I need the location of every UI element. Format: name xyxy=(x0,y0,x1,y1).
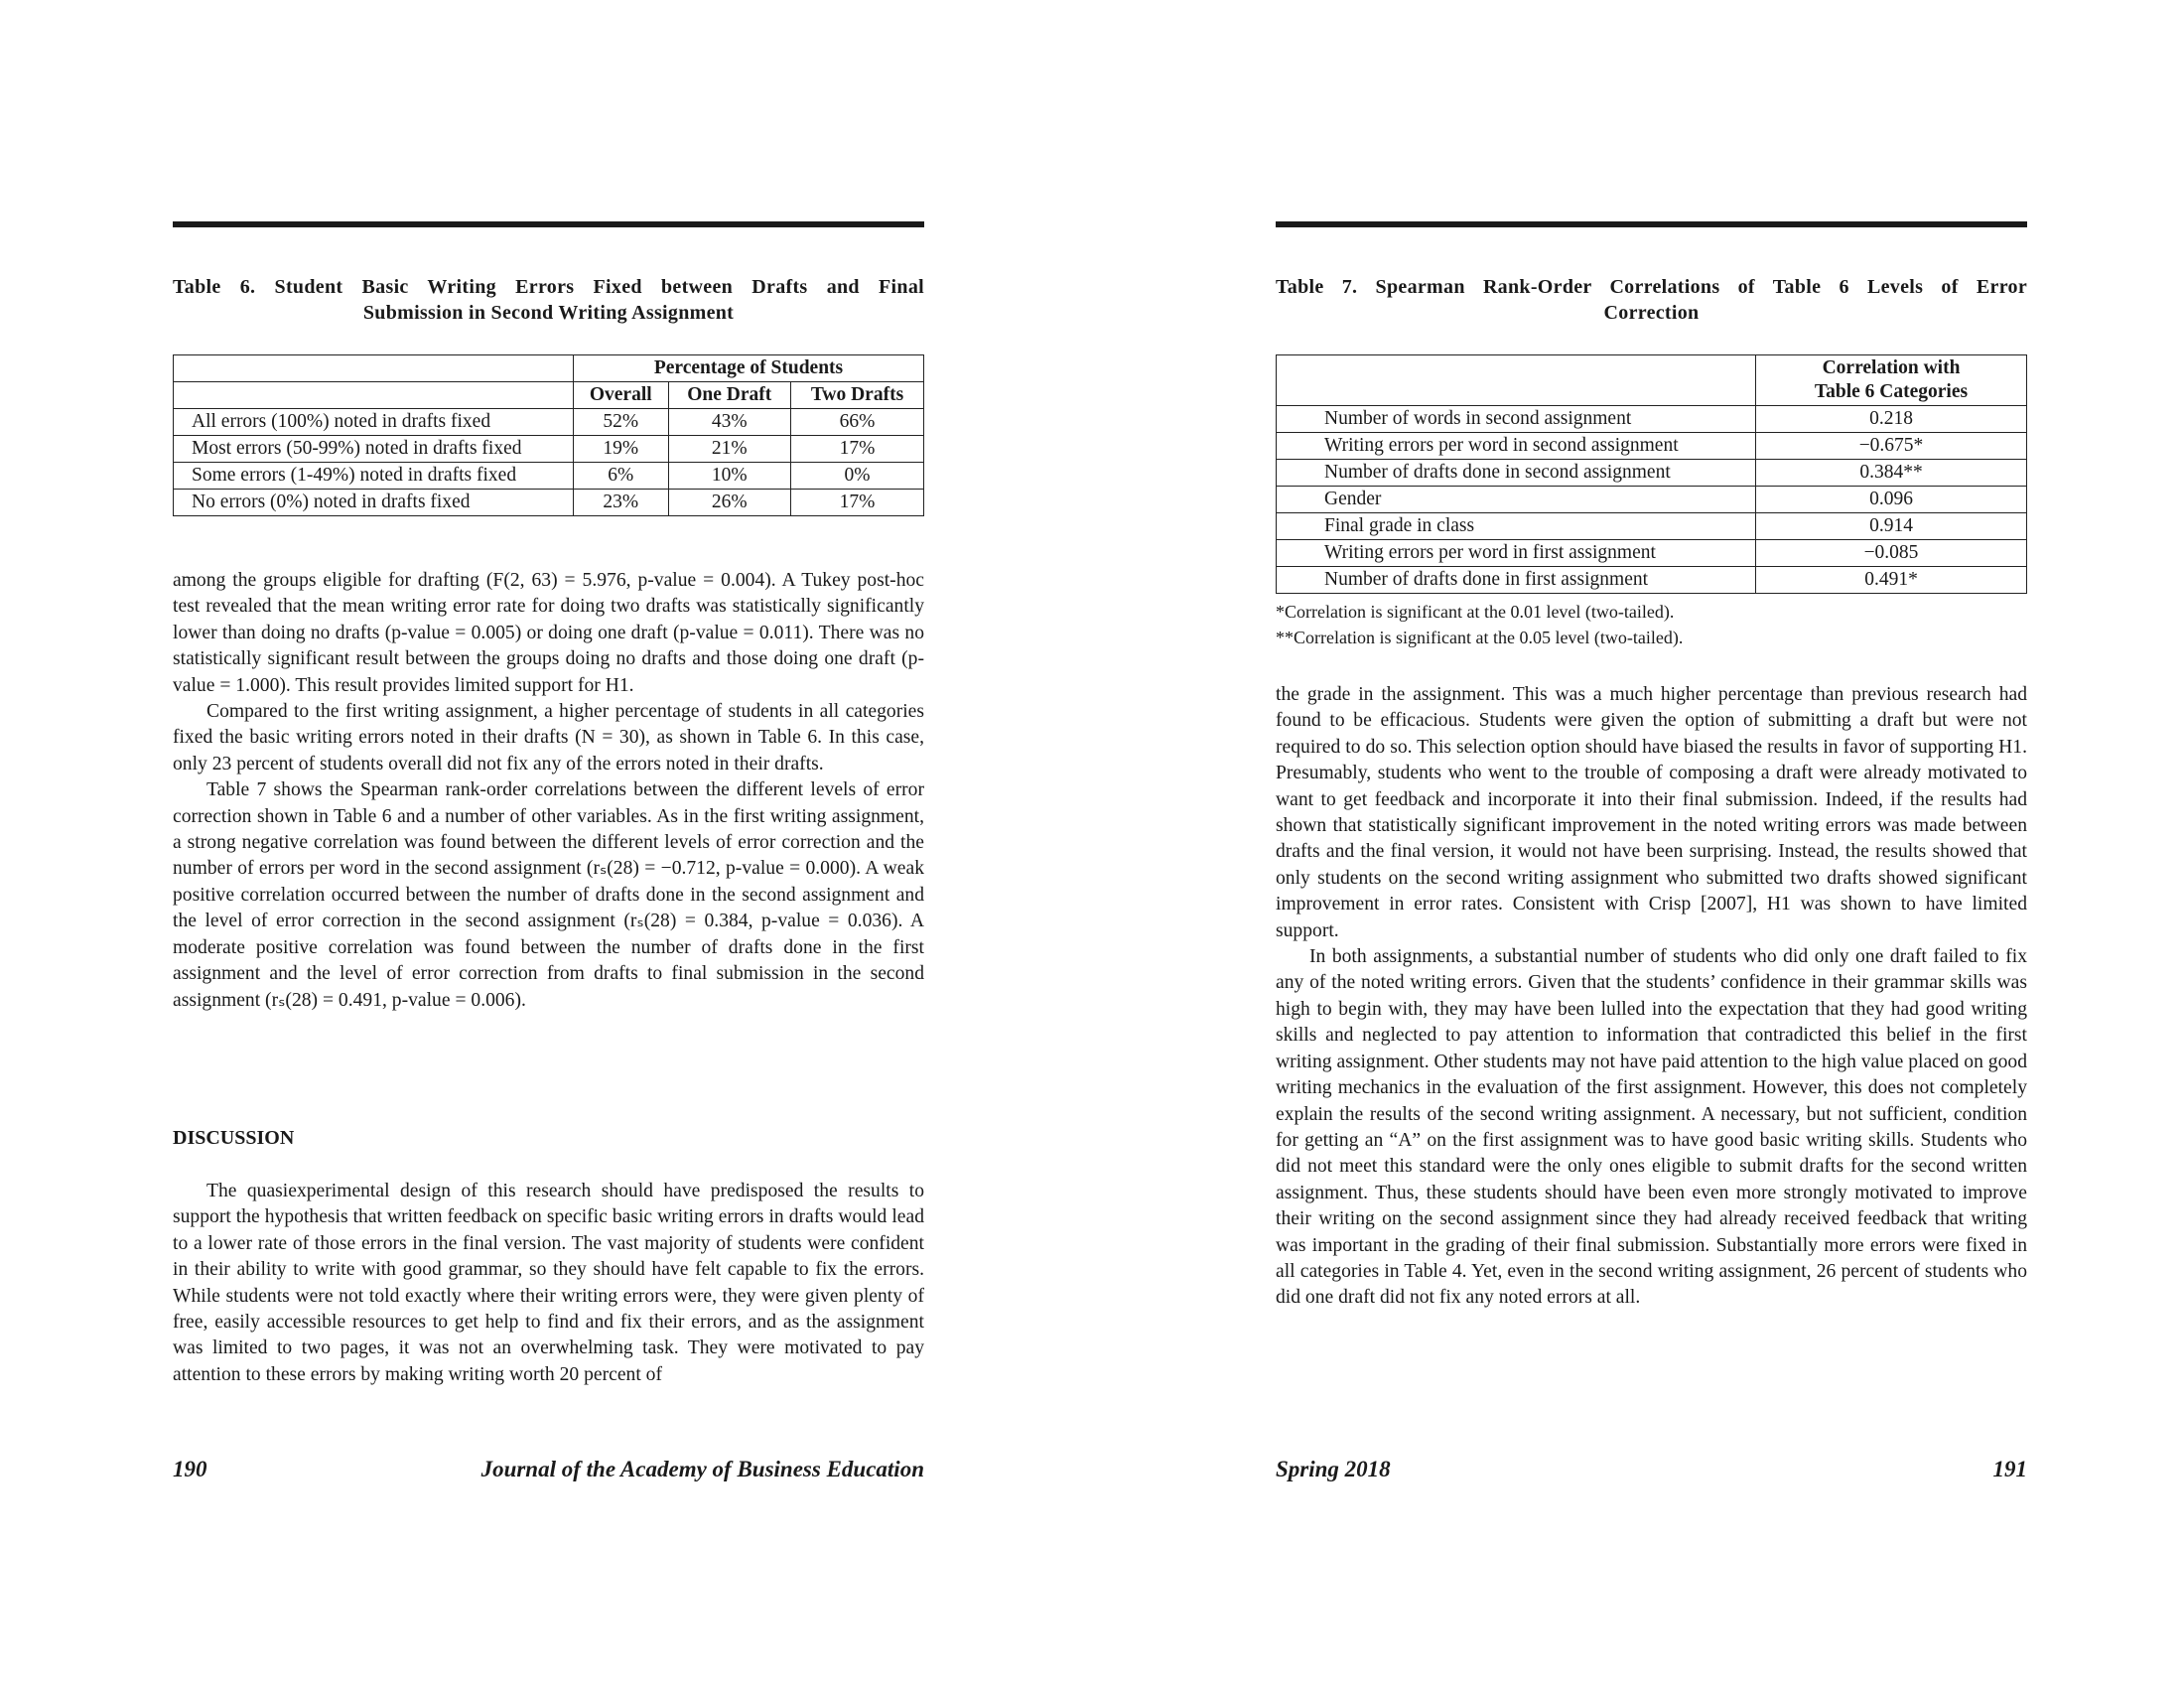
table-row: Gender 0.096 xyxy=(1277,487,2027,513)
page-number: 191 xyxy=(1992,1457,2027,1481)
table-row: All errors (100%) noted in drafts fixed 52% 43% 66% xyxy=(174,409,924,436)
paragraph: Compared to the first writing assignment, a higher percentage of students in all categories fixed the basic writing errors noted in their drafts (N = 30), as shown in Table 6. In this case, only 23 percent of students overall did not fix any of the errors noted in their drafts. xyxy=(173,701,924,774)
running-footer: Journal of the Academy of Business Education xyxy=(480,1457,924,1481)
page-number: 190 xyxy=(173,1457,207,1481)
group-header: Percentage of Students xyxy=(574,355,924,382)
table-row: Number of drafts done in first assignment 0.491* xyxy=(1277,567,2027,594)
table-footnote: *Correlation is significant at the 0.01 level (two-tailed). xyxy=(1276,602,1675,622)
paragraph: among the groups eligible for drafting (F(2, 63) = 5.976, p-value = 0.004). A Tukey post-hoc test revealed that the mean writing error rate for doing two drafts was statistically significantly lower than doing no drafts (p-value = 0.005) or doing one draft (p-value = 0.011). There was no statistically significant result between the groups doing no drafts and those doing one draft (p-value = 1.000). This result provides limited support for H1. xyxy=(173,570,924,696)
column-header: Overall xyxy=(574,382,669,409)
left-body-text xyxy=(173,568,924,1014)
header-rule xyxy=(1276,221,2027,227)
right-body-text xyxy=(1276,682,2027,1312)
table7 xyxy=(1276,354,2027,594)
table-row: Final grade in class 0.914 xyxy=(1277,513,2027,540)
discussion-text xyxy=(173,1179,924,1388)
empty-cell xyxy=(174,355,574,382)
table-row: Writing errors per word in first assignment −0.085 xyxy=(1277,540,2027,567)
table7-title: Table 7. Spearman Rank-Order Correlations of Table 6 Levels of Error Correction xyxy=(1276,276,2027,324)
header-rule xyxy=(173,221,924,227)
paragraph: Table 7 shows the Spearman rank-order correlations between the different levels of error correction shown in Table 6 and a number of other variables. As in the first writing assignment, a strong negative correlation was found between the different levels of error correction and the number of errors per word in the second assignment (rₛ(28) = −0.712, p-value = 0.000). A weak positive correlation occurred between the number of drafts done in the second assignment and the level of error correction in the second assignment (rₛ(28) = 0.384, p-value = 0.036). A moderate positive correlation was found between the number of drafts done in the first assignment and the level of error correction from drafts to final submission in the second assignment (rₛ(28) = 0.491, p-value = 0.006). xyxy=(173,779,924,1011)
paragraph: In both assignments, a substantial number of students who did only one draft failed to fix any of the noted writing errors. Given that the students’ confidence in their grammar skills was high to begin with, they may have been lulled into the expectation that they had good writing skills and neglected to pay attention to information that contradicted this belief in the first writing assignment. Other students may not have paid attention to the high value placed on good writing mechanics in the evaluation of the first assignment. However, this does not completely explain the results of the second writing assignment. A necessary, but not sufficient, condition for getting an “A” on the first assignment was to have good basic writing skills. Students who did not meet this standard were the only ones eligible to submit drafts for the second written assignment. Thus, these students should have been even more strongly motivated to improve their writing on the second assignment since they had already received feedback that writing was important in the grading of their final submission. Substantially more errors were fixed in all categories in Table 4. Yet, even in the second writing assignment, 26 percent of students who did one draft did not fix any noted errors at all. xyxy=(1276,946,2027,1309)
paragraph: The quasiexperimental design of this research should have predisposed the results to support the hypothesis that written feedback on specific basic writing errors in drafts would lead to a lower rate of those errors in the final version. The vast majority of students were confident in their ability to write with good grammar, so they should have felt capable to fix the errors. While students were not told exactly where their writing errors were, they were given plenty of free, easily accessible resources to get help to find and fix their errors, and as the assignment was limited to two pages, it was not an overwhelming task. They were motivated to pay attention to these errors by making writing worth 20 percent of xyxy=(173,1181,924,1385)
table-footnote: **Correlation is significant at the 0.05 level (two-tailed). xyxy=(1276,628,1684,647)
table6-title: Table 6. Student Basic Writing Errors Fixed between Drafts and Final Submission in Second Writing Assignment xyxy=(173,276,924,324)
paragraph: the grade in the assignment. This was a much higher percentage than previous research had found to be efficacious. Students were given the option of submitting a draft but were not required to do so. This selection option should have biased the results in favor of supporting H1. Presumably, students who went to the trouble of composing a draft were already motivated to want to get feedback and incorporate it into their final submission. Indeed, if the results had shown that statistically significant improvement in the noted writing errors was made between drafts and the final version, it would not have been surprising. Instead, the results showed that only students on the second writing assignment who submitted two drafts showed significant improvement in error rates. Consistent with Crisp [2007], H1 was shown to have limited support. xyxy=(1276,684,2027,941)
section-heading: DISCUSSION xyxy=(173,1127,295,1149)
table6 xyxy=(173,354,924,516)
table-row: Writing errors per word in second assignment −0.675* xyxy=(1277,433,2027,460)
table-row: Some errors (1-49%) noted in drafts fixed 6% 10% 0% xyxy=(174,463,924,490)
running-footer: Spring 2018 xyxy=(1276,1457,1391,1481)
empty-cell xyxy=(174,382,574,409)
column-header: Correlation with Table 6 Categories xyxy=(1756,355,2027,406)
column-header: One Draft xyxy=(668,382,790,409)
table-row: Number of drafts done in second assignment 0.384** xyxy=(1277,460,2027,487)
table-row: Number of words in second assignment 0.218 xyxy=(1277,406,2027,433)
column-header: Two Drafts xyxy=(791,382,924,409)
table-row: Most errors (50-99%) noted in drafts fixed 19% 21% 17% xyxy=(174,436,924,463)
empty-cell xyxy=(1277,355,1756,406)
table-row: No errors (0%) noted in drafts fixed 23% 26% 17% xyxy=(174,490,924,516)
